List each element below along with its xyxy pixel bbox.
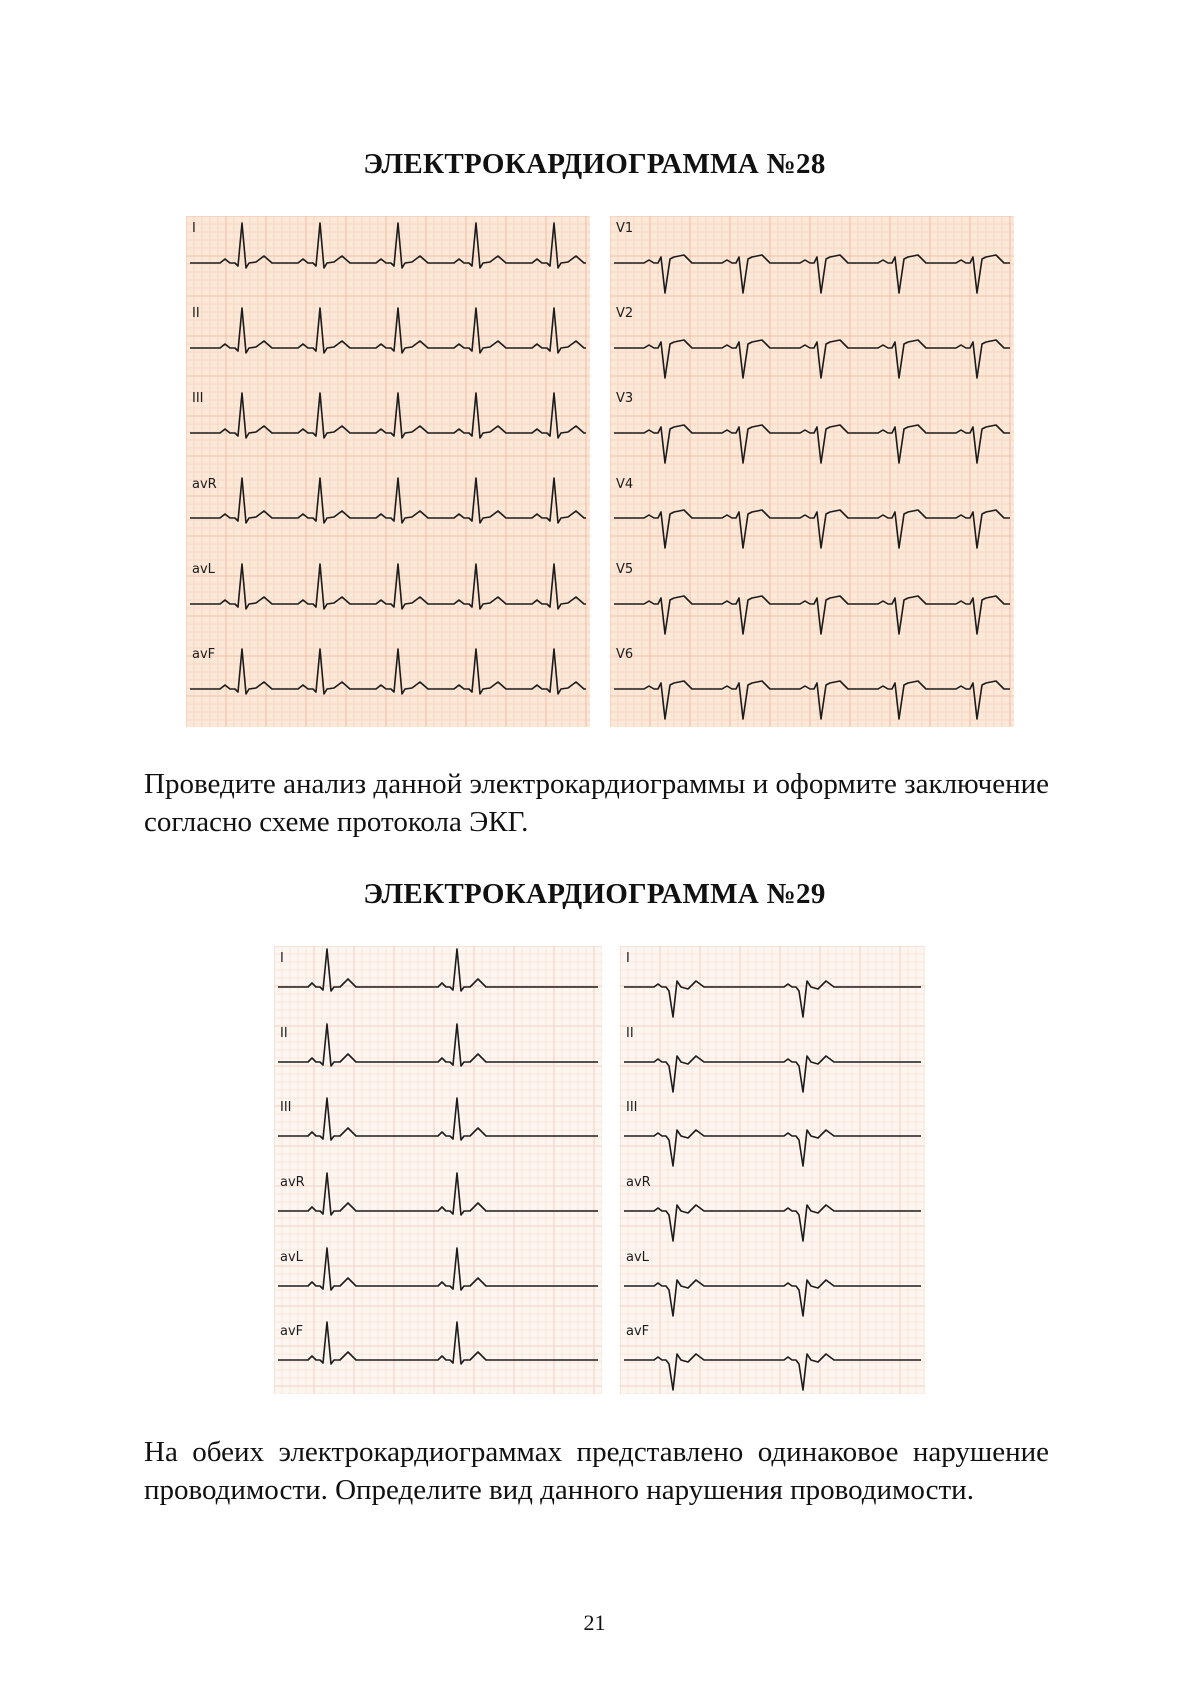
lead-label: V2 — [616, 306, 634, 321]
ecg29-question: На обеих электрокардиограммах представлено одинаковое нарушение проводимости. Определите вид данного нарушения проводимости. — [144, 1436, 1049, 1506]
ecg28-question: Проведите анализ данной электрокардиограммы и оформите заключение согласно схеме протокола ЭКГ. — [144, 768, 1049, 838]
lead-label: III — [626, 1100, 638, 1115]
lead-label: V1 — [616, 221, 634, 236]
lead-label: avF — [626, 1324, 650, 1339]
lead-label: avR — [626, 1175, 651, 1190]
page-number: 21 — [583, 1610, 606, 1635]
ecg29-right-strip — [620, 946, 925, 1394]
lead-label: I — [626, 951, 630, 966]
lead-label: II — [280, 1026, 288, 1041]
ecg28-limb-leads-strip — [186, 216, 590, 727]
lead-label: avF — [280, 1324, 304, 1339]
lead-label: avR — [192, 477, 217, 492]
lead-label: V3 — [616, 391, 634, 406]
lead-label: avR — [280, 1175, 305, 1190]
lead-label: avF — [192, 647, 216, 662]
lead-label: I — [192, 221, 196, 236]
lead-label: V6 — [616, 647, 634, 662]
lead-label: avL — [192, 562, 215, 577]
lead-label: avL — [280, 1250, 303, 1265]
ecg28-chest-leads-strip — [610, 216, 1014, 727]
ecg28-title: ЭЛЕКТРОКАРДИОГРАММА №28 — [363, 148, 826, 180]
lead-label: II — [626, 1026, 634, 1041]
ecg29-left-strip — [274, 946, 602, 1394]
lead-label: avL — [626, 1250, 649, 1265]
lead-label: I — [280, 951, 284, 966]
lead-label: II — [192, 306, 200, 321]
lead-label: III — [192, 391, 204, 406]
lead-label: V4 — [616, 477, 634, 492]
ecg29-title: ЭЛЕКТРОКАРДИОГРАММА №29 — [363, 878, 826, 910]
lead-label: V5 — [616, 562, 634, 577]
lead-label: III — [280, 1100, 292, 1115]
